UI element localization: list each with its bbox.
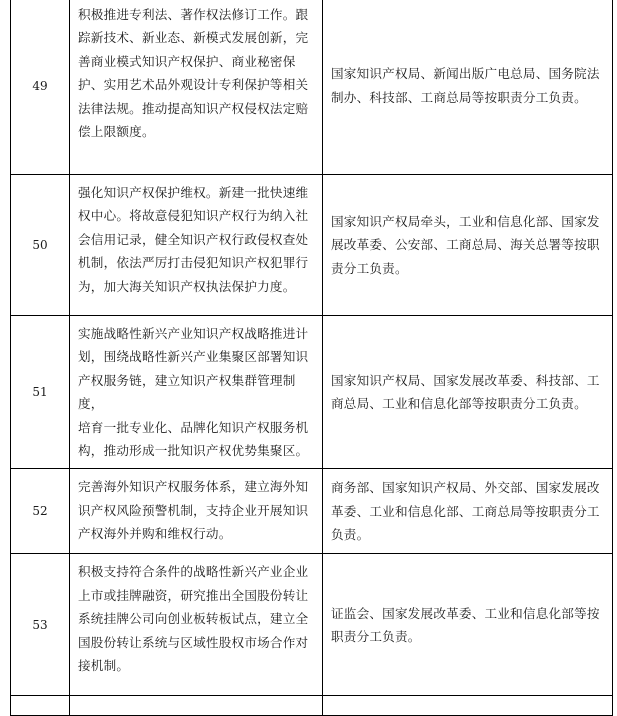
task-cell [70, 554, 323, 696]
task-text: 积极支持符合条件的战略性新兴产业企业 上市或挂牌融资，研究推出全国股份转让 系统挂牌公司向创业板转板试点，建立全 国股份转让系统与区域性股权市场合作对 接机制。 [78, 564, 309, 674]
department-cell [323, 175, 613, 316]
department-text: 证监会、国家发展改革委、工业和信息化部等按 职责分工负责。 [331, 605, 600, 644]
task-cell-empty [70, 696, 323, 716]
department-cell [323, 554, 613, 696]
task-text: 积极推进专利法、著作权法修订工作。跟 踪新技术、新业态、新模式发展创新，完 善商业模式知识产权保护、商业秘密保 护、实用艺术品外观设计专利保护等相关 法律法规。推动提高知识产权侵权法定赔 偿上限额度。 [78, 7, 309, 140]
row-number-empty [11, 696, 70, 716]
row-number: 53 [11, 554, 70, 696]
department-text: 国家知识产权局、新闻出版广电总局、国务院法 制办、科技部、工商总局等按职责分工负责。 [331, 66, 600, 105]
table-row [11, 0, 613, 175]
table-row [11, 554, 613, 696]
department-cell-empty [323, 696, 613, 716]
table-row [11, 696, 613, 716]
department-text: 国家知识产权局牵头，工业和信息化部、国家发 展改革委、公安部、工商总局、海关总署等按职 责分工负责。 [331, 213, 600, 276]
table-row [11, 175, 613, 316]
task-cell [70, 316, 323, 469]
department-text: 商务部、国家知识产权局、外交部、国家发展改 革委、工业和信息化部、工商总局等按职责分工 负责。 [331, 480, 600, 543]
row-number: 49 [11, 0, 70, 175]
task-table [10, 0, 613, 716]
task-cell [70, 469, 323, 554]
table-row [11, 469, 613, 554]
row-number: 52 [11, 469, 70, 554]
task-text: 实施战略性新兴产业知识产权战略推进计 划，围绕战略性新兴产业集聚区部署知识 产权服务链，建立知识产权集群管理制度， 培育一批专业化、品牌化知识产权服务机 构，推动形成一批知识产权优势集聚区。 [78, 326, 309, 459]
department-cell [323, 316, 613, 469]
department-cell [323, 0, 613, 175]
task-text: 强化知识产权保护维权。新建一批快速维 权中心。将故意侵犯知识产权行为纳入社 会信用记录，健全知识产权行政侵权查处 机制，依法严厉打击侵犯知识产权犯罪行 为，加大海关知识产权执法保护力度。 [78, 185, 309, 294]
task-cell [70, 175, 323, 316]
table-row [11, 316, 613, 469]
department-text: 国家知识产权局、国家发展改革委、科技部、工 商总局、工业和信息化部等按职责分工负责。 [331, 372, 600, 412]
task-text: 完善海外知识产权服务体系，建立海外知 识产权风险预警机制，支持企业开展知识 产权海外并购和维权行动。 [78, 479, 309, 542]
department-cell [323, 469, 613, 554]
row-number: 51 [11, 316, 70, 469]
task-cell [70, 0, 323, 175]
row-number: 50 [11, 175, 70, 316]
